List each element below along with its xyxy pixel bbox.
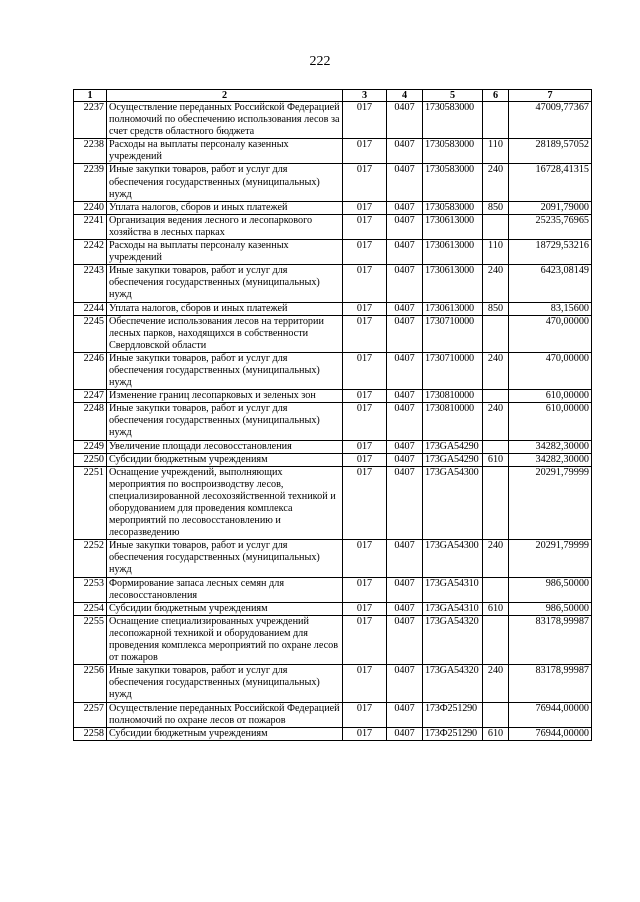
table-row [74, 315, 592, 352]
admin-code: 017 [343, 139, 387, 164]
target-code: 1730710000 [423, 315, 483, 352]
admin-code: 017 [343, 440, 387, 453]
target-code: 1730613000 [423, 240, 483, 265]
row-number: 2253 [74, 577, 107, 602]
amount: 6423,08149 [509, 265, 592, 302]
row-number: 2257 [74, 702, 107, 727]
admin-code: 017 [343, 665, 387, 702]
table-row [74, 214, 592, 239]
expense-name: Расходы на выплаты персоналу казенных учреждений [107, 139, 343, 164]
expense-name: Увеличение площади лесовосстановления [107, 440, 343, 453]
section-code: 0407 [387, 540, 423, 577]
admin-code: 017 [343, 615, 387, 664]
section-code: 0407 [387, 602, 423, 615]
row-number: 2249 [74, 440, 107, 453]
admin-code: 017 [343, 577, 387, 602]
target-code: 173GA54290 [423, 440, 483, 453]
admin-code: 017 [343, 102, 387, 139]
section-code: 0407 [387, 214, 423, 239]
section-code: 0407 [387, 390, 423, 403]
table-row [74, 440, 592, 453]
amount: 83178,99987 [509, 615, 592, 664]
admin-code: 017 [343, 390, 387, 403]
admin-code: 017 [343, 164, 387, 201]
budget-table [73, 89, 592, 741]
amount: 16728,41315 [509, 164, 592, 201]
section-code: 0407 [387, 201, 423, 214]
row-number: 2239 [74, 164, 107, 201]
header-col-5: 5 [423, 90, 483, 102]
row-number: 2254 [74, 602, 107, 615]
section-code: 0407 [387, 240, 423, 265]
section-code: 0407 [387, 352, 423, 389]
amount: 28189,57052 [509, 139, 592, 164]
admin-code: 017 [343, 214, 387, 239]
table-row [74, 453, 592, 466]
table-row [74, 615, 592, 664]
header-col-6: 6 [483, 90, 509, 102]
expense-name: Изменение границ лесопарковых и зеленых зон [107, 390, 343, 403]
expense-name: Субсидии бюджетным учреждениям [107, 602, 343, 615]
section-code: 0407 [387, 665, 423, 702]
table-row [74, 403, 592, 440]
target-code: 1730810000 [423, 403, 483, 440]
expense-type-code: 240 [483, 352, 509, 389]
section-code: 0407 [387, 453, 423, 466]
amount: 470,00000 [509, 315, 592, 352]
row-number: 2242 [74, 240, 107, 265]
admin-code: 017 [343, 302, 387, 315]
expense-name: Уплата налогов, сборов и иных платежей [107, 201, 343, 214]
admin-code: 017 [343, 727, 387, 740]
admin-code: 017 [343, 702, 387, 727]
section-code: 0407 [387, 702, 423, 727]
expense-name: Субсидии бюджетным учреждениям [107, 453, 343, 466]
row-number: 2241 [74, 214, 107, 239]
row-number: 2244 [74, 302, 107, 315]
target-code: 173Ф251290 [423, 702, 483, 727]
expense-name: Иные закупки товаров, работ и услуг для обеспечения государственных (муниципальных) нужд [107, 265, 343, 302]
section-code: 0407 [387, 403, 423, 440]
row-number: 2243 [74, 265, 107, 302]
amount: 986,50000 [509, 602, 592, 615]
admin-code: 017 [343, 265, 387, 302]
expense-type-code: 240 [483, 265, 509, 302]
section-code: 0407 [387, 466, 423, 540]
target-code: 1730710000 [423, 352, 483, 389]
table-row [74, 102, 592, 139]
table-row [74, 164, 592, 201]
amount: 34282,30000 [509, 453, 592, 466]
expense-name: Иные закупки товаров, работ и услуг для обеспечения государственных (муниципальных) нужд [107, 352, 343, 389]
table-row [74, 201, 592, 214]
expense-type-code: 610 [483, 727, 509, 740]
table-body [74, 102, 592, 741]
row-number: 2247 [74, 390, 107, 403]
expense-name: Иные закупки товаров, работ и услуг для обеспечения государственных (муниципальных) нужд [107, 164, 343, 201]
row-number: 2255 [74, 615, 107, 664]
admin-code: 017 [343, 315, 387, 352]
table-row [74, 139, 592, 164]
row-number: 2256 [74, 665, 107, 702]
target-code: 173GA54320 [423, 615, 483, 664]
row-number: 2240 [74, 201, 107, 214]
expense-type-code: 240 [483, 403, 509, 440]
section-code: 0407 [387, 577, 423, 602]
table-row [74, 665, 592, 702]
expense-name: Осуществление переданных Российской Федерацией полномочий по охране лесов от пожаров [107, 702, 343, 727]
expense-name: Расходы на выплаты персоналу казенных учреждений [107, 240, 343, 265]
section-code: 0407 [387, 315, 423, 352]
admin-code: 017 [343, 201, 387, 214]
expense-name: Иные закупки товаров, работ и услуг для обеспечения государственных (муниципальных) нужд [107, 403, 343, 440]
expense-type-code: 240 [483, 665, 509, 702]
table-row [74, 302, 592, 315]
expense-type-code [483, 102, 509, 139]
target-code: 1730583000 [423, 201, 483, 214]
expense-type-code: 850 [483, 201, 509, 214]
expense-type-code [483, 615, 509, 664]
expense-type-code: 110 [483, 139, 509, 164]
amount: 83,15600 [509, 302, 592, 315]
amount: 18729,53216 [509, 240, 592, 265]
expense-name: Формирование запаса лесных семян для лесовосстановления [107, 577, 343, 602]
amount: 2091,79000 [509, 201, 592, 214]
table-row [74, 602, 592, 615]
expense-type-code: 610 [483, 602, 509, 615]
amount: 986,50000 [509, 577, 592, 602]
admin-code: 017 [343, 352, 387, 389]
expense-name: Осуществление переданных Российской Федерацией полномочий по обеспечению использования лесов за счет средств областного бюджета [107, 102, 343, 139]
table-row [74, 727, 592, 740]
amount: 83178,99987 [509, 665, 592, 702]
header-col-7: 7 [509, 90, 592, 102]
row-number: 2252 [74, 540, 107, 577]
expense-type-code: 110 [483, 240, 509, 265]
section-code: 0407 [387, 615, 423, 664]
table-row [74, 466, 592, 540]
row-number: 2258 [74, 727, 107, 740]
page-number: 222 [309, 54, 331, 69]
row-number: 2237 [74, 102, 107, 139]
header-col-3: 3 [343, 90, 387, 102]
amount: 610,00000 [509, 403, 592, 440]
expense-name: Иные закупки товаров, работ и услуг для обеспечения государственных (муниципальных) нужд [107, 540, 343, 577]
expense-name: Иные закупки товаров, работ и услуг для обеспечения государственных (муниципальных) нужд [107, 665, 343, 702]
admin-code: 017 [343, 403, 387, 440]
expense-type-code [483, 390, 509, 403]
expense-type-code: 240 [483, 164, 509, 201]
amount: 20291,79999 [509, 540, 592, 577]
expense-type-code [483, 702, 509, 727]
table-row [74, 265, 592, 302]
section-code: 0407 [387, 727, 423, 740]
target-code: 1730583000 [423, 164, 483, 201]
admin-code: 017 [343, 466, 387, 540]
expense-type-code [483, 440, 509, 453]
section-code: 0407 [387, 265, 423, 302]
table-row [74, 540, 592, 577]
target-code: 1730583000 [423, 102, 483, 139]
section-code: 0407 [387, 102, 423, 139]
row-number: 2245 [74, 315, 107, 352]
expense-name: Оснащение специализированных учреждений лесопожарной техникой и оборудованием для проведения комплекса мероприятий по охране лесов от пожаров [107, 615, 343, 664]
header-row [74, 90, 592, 102]
row-number: 2248 [74, 403, 107, 440]
expense-name: Уплата налогов, сборов и иных платежей [107, 302, 343, 315]
expense-type-code [483, 315, 509, 352]
table-row [74, 702, 592, 727]
target-code: 173Ф251290 [423, 727, 483, 740]
amount: 20291,79999 [509, 466, 592, 540]
row-number: 2251 [74, 466, 107, 540]
expense-name: Организация ведения лесного и лесопаркового хозяйства в лесных парках [107, 214, 343, 239]
amount: 76944,00000 [509, 702, 592, 727]
admin-code: 017 [343, 540, 387, 577]
target-code: 173GA54290 [423, 453, 483, 466]
expense-type-code [483, 466, 509, 540]
section-code: 0407 [387, 164, 423, 201]
header-col-2: 2 [107, 90, 343, 102]
row-number: 2238 [74, 139, 107, 164]
row-number: 2246 [74, 352, 107, 389]
amount: 76944,00000 [509, 727, 592, 740]
section-code: 0407 [387, 440, 423, 453]
expense-type-code [483, 577, 509, 602]
expense-type-code: 850 [483, 302, 509, 315]
header-col-1: 1 [74, 90, 107, 102]
expense-type-code: 610 [483, 453, 509, 466]
section-code: 0407 [387, 139, 423, 164]
table-row [74, 352, 592, 389]
target-code: 1730613000 [423, 302, 483, 315]
expense-name: Обеспечение использования лесов на территории лесных парков, находящихся в собственности Свердловской области [107, 315, 343, 352]
section-code: 0407 [387, 302, 423, 315]
admin-code: 017 [343, 602, 387, 615]
target-code: 1730810000 [423, 390, 483, 403]
table-row [74, 390, 592, 403]
target-code: 1730613000 [423, 265, 483, 302]
admin-code: 017 [343, 240, 387, 265]
target-code: 1730613000 [423, 214, 483, 239]
expense-name: Субсидии бюджетным учреждениям [107, 727, 343, 740]
row-number: 2250 [74, 453, 107, 466]
table-row [74, 577, 592, 602]
target-code: 173GA54300 [423, 540, 483, 577]
amount: 470,00000 [509, 352, 592, 389]
target-code: 173GA54300 [423, 466, 483, 540]
amount: 25235,76965 [509, 214, 592, 239]
target-code: 1730583000 [423, 139, 483, 164]
header-col-4: 4 [387, 90, 423, 102]
amount: 47009,77367 [509, 102, 592, 139]
amount: 610,00000 [509, 390, 592, 403]
expense-type-code [483, 214, 509, 239]
expense-name: Оснащение учреждений, выполняющих мероприятия по воспроизводству лесов, специализированной лесохозяйственной техникой и оборудованием для проведения комплекса мероприятий по лесовосстановлению и лесоразведению [107, 466, 343, 540]
expense-type-code: 240 [483, 540, 509, 577]
table-row [74, 240, 592, 265]
target-code: 173GA54310 [423, 602, 483, 615]
target-code: 173GA54320 [423, 665, 483, 702]
admin-code: 017 [343, 453, 387, 466]
target-code: 173GA54310 [423, 577, 483, 602]
amount: 34282,30000 [509, 440, 592, 453]
